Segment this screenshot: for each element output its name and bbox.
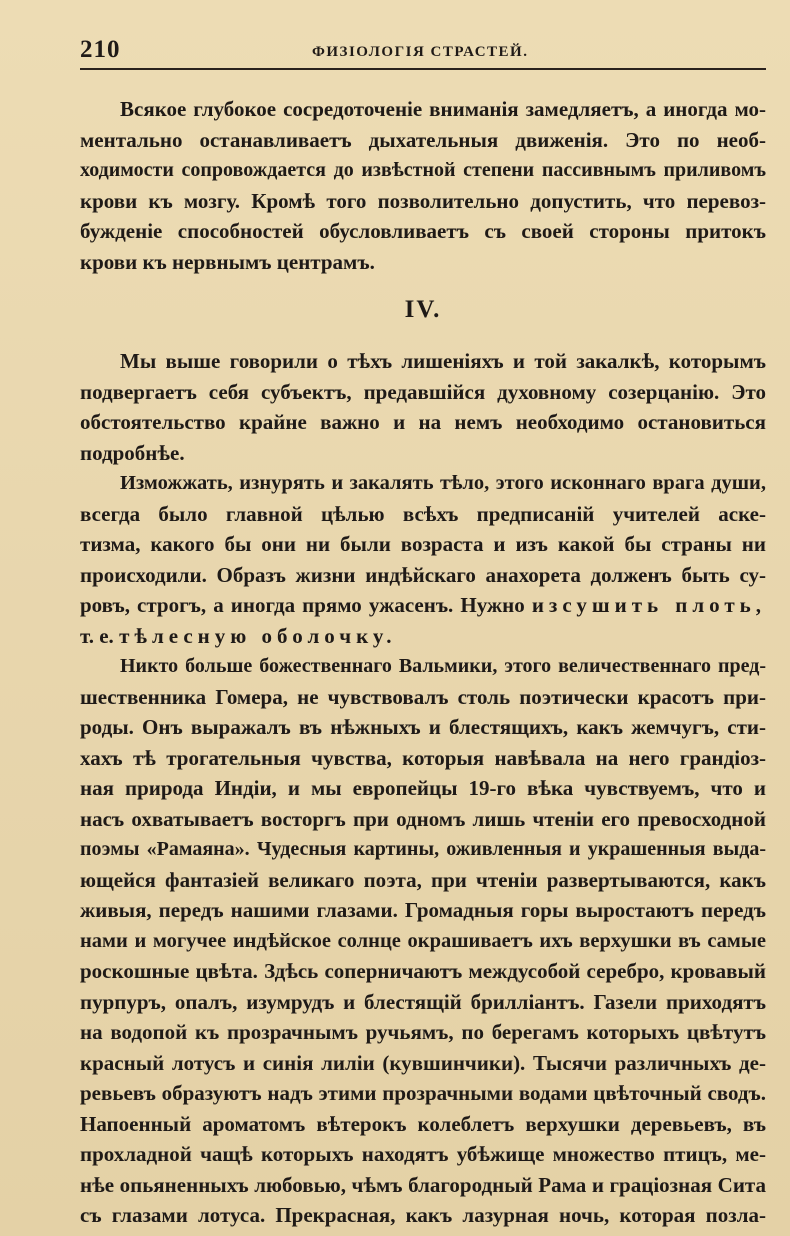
text-line: нами и могучее индѣйское солнце окрашиваетъ ихъ верхушки въ самые (80, 929, 766, 952)
text-line: хахъ тѣ трогательныя чувства, которыя навѣвала на него грандіоз- (80, 745, 766, 770)
text-line: роды. Онъ выражалъ въ нѣжныхъ и блестящихъ, какъ жемчугъ, сти- (80, 715, 766, 739)
text-line: ная природа Индіи, и мы европейцы 19-го вѣка чувствуемъ, что и (80, 776, 766, 800)
page-header (80, 36, 766, 68)
header-rule (80, 68, 766, 70)
text-line: на водопой къ прозрачнымъ ручьямъ, по берегамъ которыхъ цвѣтутъ (80, 1020, 766, 1044)
text-line: Напоенный ароматомъ вѣтерокъ колеблетъ верхушки деревьевъ, въ (80, 1111, 766, 1136)
text-line: тизма, какого бы они ни были возраста и изъ какой бы страны ни (80, 532, 766, 556)
paragraph-4 (80, 651, 766, 1231)
text-line: шественника Гомера, не чувствовалъ столь поэтически красотъ при- (80, 684, 766, 709)
text-line: всегда было главной цѣлью всѣхъ предписаній учителей аске- (80, 501, 766, 526)
section-heading: IV. (404, 296, 442, 323)
text-line: ревьевъ образуютъ надъ этими прозрачными водами цвѣточный сводъ. (80, 1081, 766, 1105)
text-line: поэмы «Рамаяна». Чудесныя картины, оживленныя и украшенныя выда- (80, 838, 766, 860)
text-line: ходимости сопровождается до извѣстной степени пассивнымъ приливомъ (80, 159, 766, 181)
text-line: подробнѣе. (80, 440, 185, 465)
text-line: обстоятельство крайне важно и на немъ необходимо остановиться (80, 410, 766, 434)
text-line (80, 590, 766, 621)
text-line: пурпуръ, опалъ, изумрудъ и блестящій брилліантъ. Газели приходятъ (80, 989, 766, 1014)
text-line: нѣе опьяненныхъ любовью, чѣмъ благородный Рама и граціозная Сита (80, 1172, 766, 1197)
text-line: ющейся фантазіей великаго поэта, при чтеніи развертываются, какъ (80, 867, 766, 892)
text-line: насъ охватываетъ восторгъ при одномъ лишь чтеніи его превосходной (80, 806, 766, 831)
text-line: крови къ нервнымъ центрамъ. (80, 249, 375, 274)
emphasized-text: тѣлесную оболочку. (119, 623, 397, 648)
text-line: ментально останавливаетъ дыхательныя движенія. Это по необ- (80, 127, 766, 152)
text-line: Мы выше говорили о тѣхъ лишеніяхъ и той закалкѣ, которымъ (120, 349, 766, 373)
text-line: съ глазами лотуса. Прекрасная, какъ лазурная ночь, которая позла- (80, 1203, 766, 1227)
text-line: Никто больше божественнаго Вальмики, этого величественнаго пред- (120, 655, 766, 677)
page-number: 210 (80, 36, 121, 63)
text-line: живыя, передъ нашими глазами. Громадныя горы выростаютъ передъ (80, 898, 766, 922)
paragraph-2 (80, 346, 766, 468)
line-text: ровъ, строгъ, а иногда прямо ужасенъ. Нужно (80, 593, 532, 617)
line-text: т. е. (80, 623, 120, 648)
text-line: роскошные цвѣта. Здѣсь соперничаютъ междусобой серебро, кровавый (80, 959, 766, 983)
text-line: подвергаетъ себя субъектъ, предавшійся духовному созерцанію. Это (80, 379, 766, 404)
text-line: красный лотусъ и синія лиліи (кувшинчики). Тысячи различныхъ де- (80, 1050, 766, 1075)
paragraph-1 (80, 94, 766, 277)
text-line: бужденіе способностей обусловливаетъ съ своей стороны притокъ (80, 219, 766, 243)
text-line (80, 621, 766, 652)
text-line: прохладной чащѣ которыхъ находятъ убѣжище множество птицъ, ме- (80, 1142, 766, 1166)
text-line: крови къ мозгу. Кромѣ того позволительно допустить, что перевоз- (80, 188, 766, 213)
paragraph-3 (80, 468, 766, 651)
text-line: Всякое глубокое сосредоточеніе вниманія замедляетъ, а иногда мо- (120, 97, 766, 121)
emphasized-text: изсушить плоть, (531, 593, 766, 617)
text-line: Изможжать, изнурять и закалять тѣло, этого исконнаго врага души, (120, 472, 766, 494)
text-line: происходили. Образъ жизни индѣйскаго анахорета долженъ быть су- (80, 562, 766, 587)
running-title: ФИЗІОЛОГІЯ СТРАСТЕЙ. (312, 44, 529, 60)
